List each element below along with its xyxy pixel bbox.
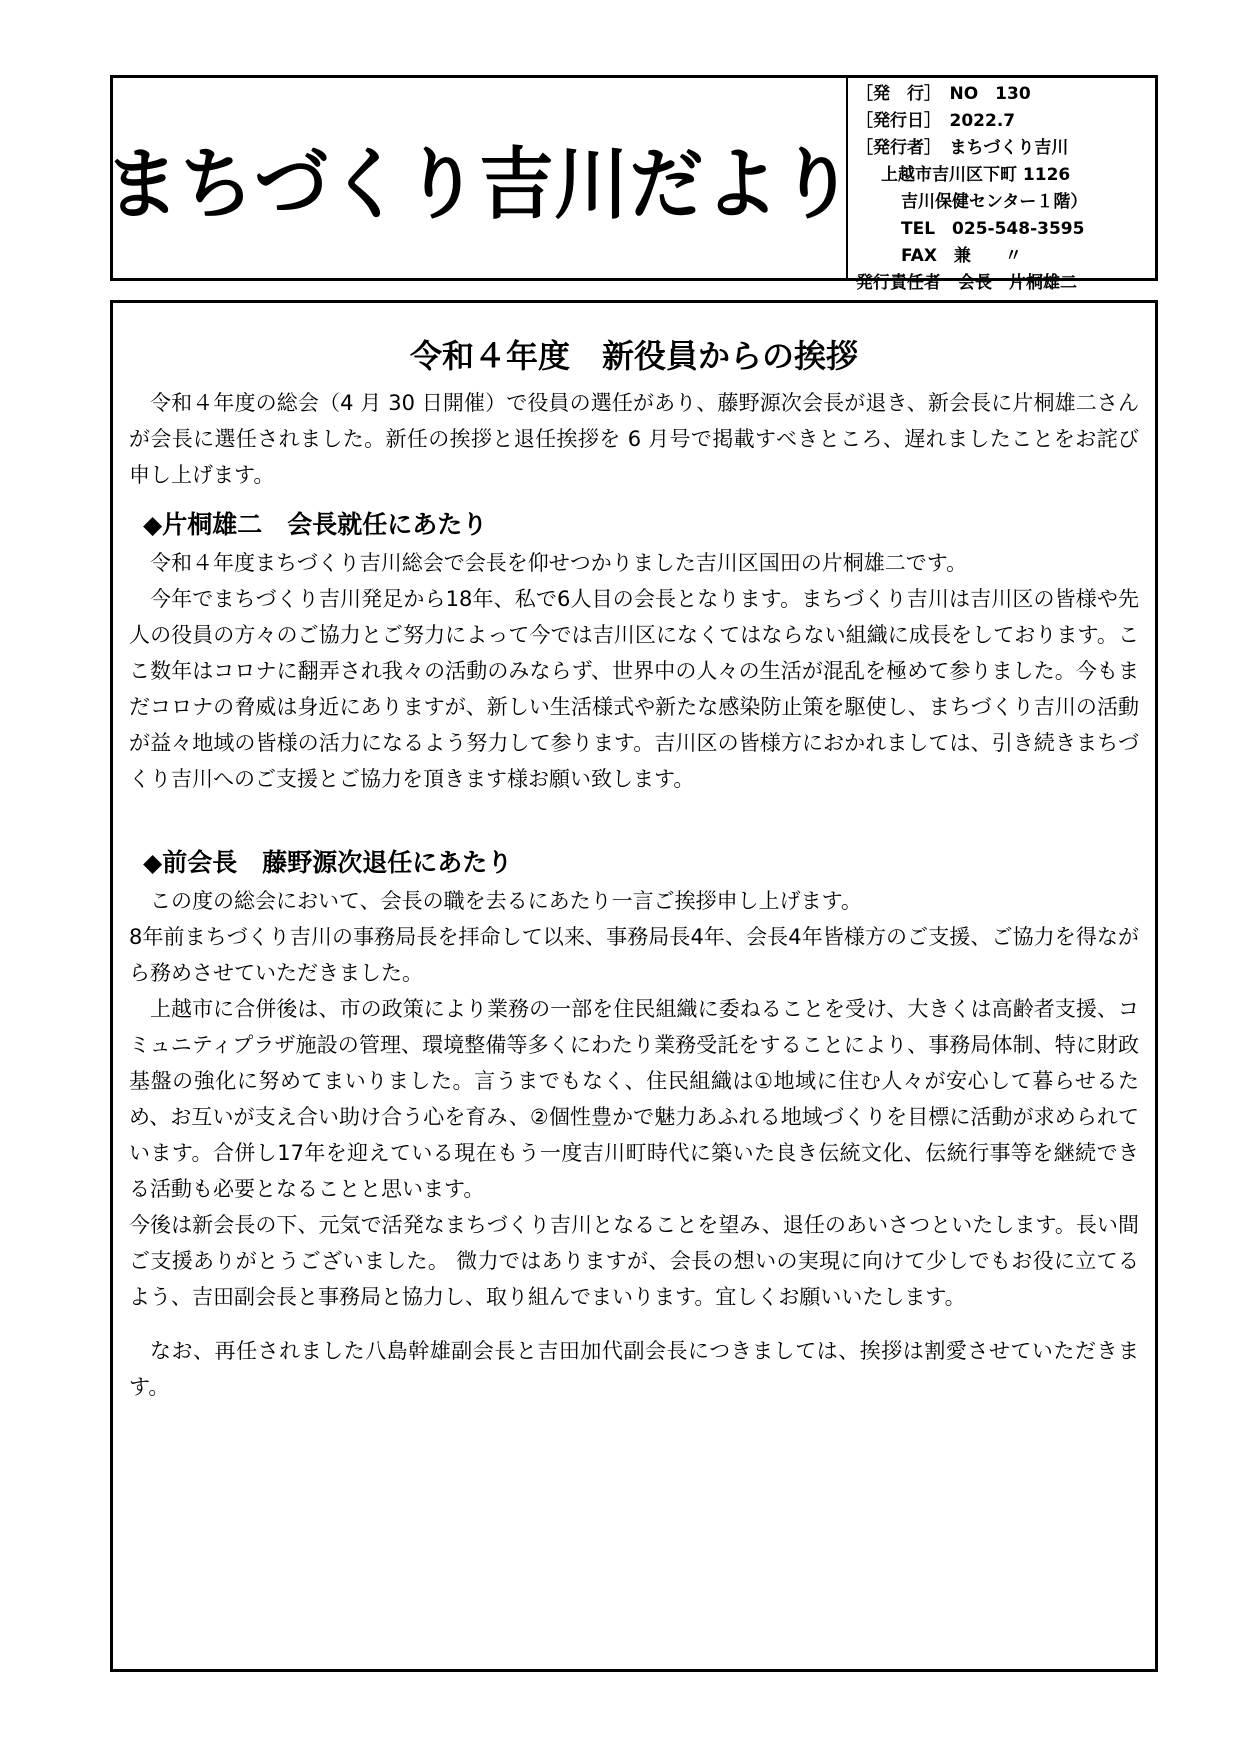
masthead [104,75,1158,293]
issue-date: ［発行日］ 2022.7 [856,111,1016,131]
paragraph-spacer [129,1315,1139,1333]
intro-paragraph: 令和４年度の総会（4 月 30 日開催）で役員の選任があり、藤野源次会長が退き、新会長に片桐雄二さんが会長に選任されました。新任の挨拶と退任挨拶を 6 月号で掲載すべきところ、遅れましたことをお詫び申し上げます。 [129,391,1139,487]
address-line-2: 吉川保健センター１階） [901,192,1088,212]
closing-paragraph: なお、再任されました八島幹雄副会長と吉田加代副会長につきましては、挨拶は割愛させていただきます。 [129,1339,1139,1399]
responsible-person: 発行責任者 会長 片桐雄二 [856,273,1077,293]
newsletter-title-box [104,78,855,278]
tel: TEL 025-548-3595 [901,219,1085,239]
article-title: 令和４年度 新役員からの挨拶 [409,337,858,375]
section-spacer [129,797,1139,831]
paragraph: 上越市に合併後は、市の政策により業務の一部を住民組織に委ねることを受け、大きくは高齢者支援、コミュニティプラザ施設の管理、環境整備等多くにわたり業務受託をすることにより、事務局体制、特に財政基盤の強化に努めてまいりました。言うまでもなく、住民組織は①地域に住む人々が安心して暮らせるため、お互いが支え合い助け合う心を育み、②個性豊かで魅力あふれる地域づくりを目標に活動が求められています。合併し17年を迎えている現在もう一度吉川町時代に築いた良き伝統文化、伝統行事等を継続できる活動も必要となることと思います。 [129,997,1139,1201]
paragraph: 今年でまちづくり吉川発足から18年、私で6人目の会長となります。まちづくり吉川は吉川区の皆様や先人の役員の方々のご協力とご努力によって今では吉川区になくてはならない組織に成長をしております。ここ数年はコロナに翻弄され我々の活動のみならず、世界中の人々の生活が混乱を極めて参りました。今もまだコロナの脅威は身近にありますが、新しい生活様式や新たな感染防止策を駆使し、まちづくり吉川の活動が益々地域の皆様の活力になるよう努力して参ります。吉川区の皆様方におかれましては、引き続きまちづくり吉川へのご支援とご協力を頂きます様お願い致します。 [129,587,1139,791]
address-line-1: 上越市吉川区下町 1126 [881,165,1071,185]
section-heading-new-chairman: ◆片桐雄二 会長就任にあたり [143,510,488,539]
issue-number: ［発 行］ NO 130 [856,84,1031,104]
publisher: ［発行者］ まちづくり吉川 [856,138,1069,158]
paragraph: この度の総会において、会長の職を去るにあたり一言ご挨拶申し上げます。 [150,889,862,913]
paragraph: 今後は新会長の下、元気で活発なまちづくり吉川となることを望み、退任のあいさつといたします。長い間ご支援ありがとうございました。 微力ではありますが、会長の想いの実現に向けて少しでもお役に立てるよう、吉田副会長と事務局と協力し、取り組んでまいります。宜しくお願いいたします。 [129,1213,1139,1309]
paragraph: 8年前まちづくり吉川の事務局長を拝命して以来、事務局長4年、会長4年皆様方のご支援、ご協力を得ながら務めさせていただきました。 [129,925,1139,985]
publication-info [848,78,1155,293]
fax: FAX 兼 〃 [901,246,1022,266]
article-box [110,300,1158,1672]
paragraph: 令和４年度まちづくり吉川総会で会長を仰せつかりました吉川区国田の片桐雄二です。 [150,551,968,575]
section-heading-former-chairman: ◆前会長 藤野源次退任にあたり [143,848,513,877]
newsletter-title: まちづくり吉川だより [104,140,855,230]
